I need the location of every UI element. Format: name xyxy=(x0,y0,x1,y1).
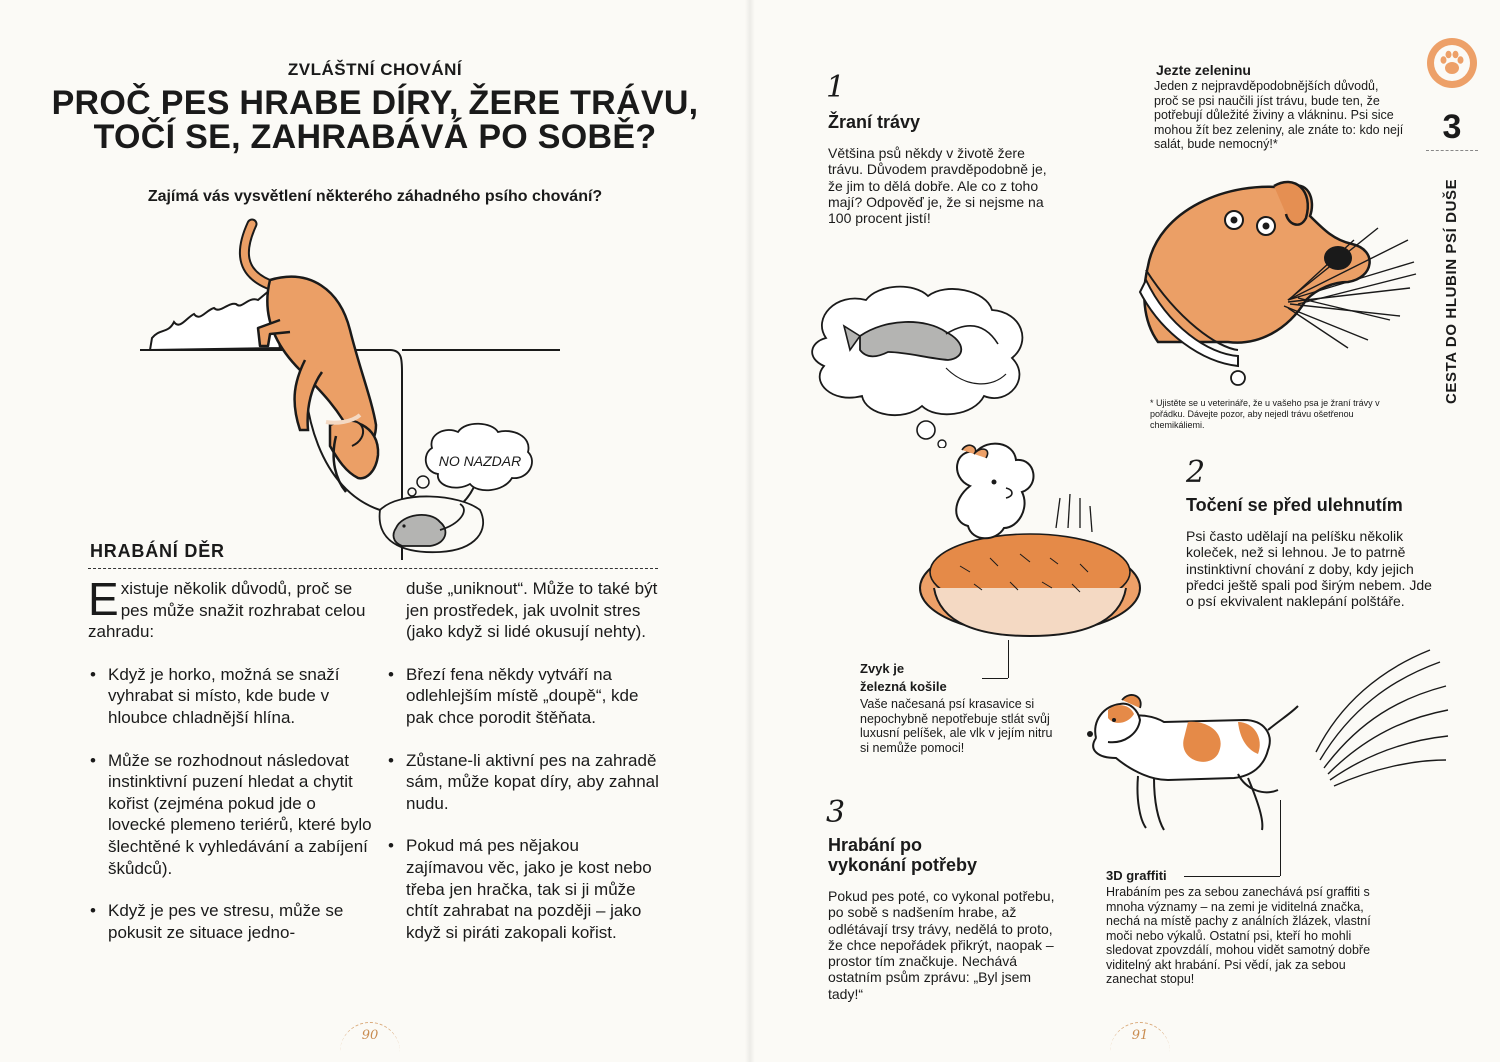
veg-text: Jeden z nejpravděpodobnějších důvodů, proč se psi naučili jíst trávu, bude ten, že potřebují důležité živiny a vlákninu. Psi sice mohou žít bez zeleniny, ale znáte to: kdo nejí salát, bude nemocný!* xyxy=(1154,79,1404,151)
section-divider xyxy=(88,568,658,569)
reason-list-2 xyxy=(386,664,660,944)
dream-cloud-illustration xyxy=(796,278,1046,448)
drop-cap: E xyxy=(88,573,119,625)
section-text-grass: Většina psů někdy v životě žere trávu. Důvodem pravděpodobně je, že jim to dělá dobře. Ale co z toho mají? Odpověď je, že si nejsme na 100 procent jistí! xyxy=(828,145,1047,227)
section-number-2: 2 xyxy=(1186,455,1206,490)
section-text-turning: Psi často udělají na pelíšku několik koleček, než si lehnou. Je to patrně instinktivní chování z doby, kdy jejich předci ještě spali pod širým nebem. Jde o psí ekvivalent naklepání polštáře. xyxy=(1186,528,1432,610)
intro-question: Zajímá vás vysvětlení některého záhadného psího chování? xyxy=(147,188,603,205)
chapter-divider xyxy=(1426,150,1478,151)
poodle xyxy=(956,444,1033,539)
list-item: • Když je horko, možná se snaží vyhrabat si místo, kde bude v hloubce chladnější hlína. xyxy=(88,664,378,729)
page-title xyxy=(30,86,720,154)
digging-dog-illustration xyxy=(140,210,560,560)
section-number-1: 1 xyxy=(826,70,846,105)
terrier-scratching-illustration xyxy=(1068,650,1308,840)
lead-paragraph: Existuje několik důvodů, proč se pes může snažit rozhrabat celou zahradu: xyxy=(88,573,366,642)
veg-title: Jezte zeleninu xyxy=(1156,62,1251,78)
reason-list-1 xyxy=(88,664,378,944)
list-item: • Když je pes ve stresu, může se pokusit ze situace jedno- xyxy=(88,900,378,943)
dog-body xyxy=(267,277,376,447)
speech-text: NO NAZDAR xyxy=(438,453,522,469)
title-line-2: TOČÍ SE, ZAHRABÁVÁ PO SOBĚ? xyxy=(93,118,657,156)
paw-icon xyxy=(1427,38,1477,88)
habit-pointer xyxy=(1008,640,1010,678)
title-line-1: PROČ PES HRABE DÍRY, ŽERE TRÁVU, xyxy=(51,84,699,122)
text-column-2 xyxy=(386,578,660,943)
habit-title: Zvyk je železná košile xyxy=(860,661,947,694)
dog-nose xyxy=(1324,246,1352,270)
right-page xyxy=(750,0,1500,1062)
grass-eating-dog-illustration xyxy=(1138,170,1420,390)
section-title-turning: Točení se před ulehnutím xyxy=(1186,495,1403,515)
list-item: • Může se rozhodnout následovat instinktivní puzení hledat a chytit kořist (zejména pokud jde o lovecké plemeno teriérů, které bylo šlechtěné k vyhledávání a zabíjení škůdců). xyxy=(88,750,378,880)
page-number-right: 91 xyxy=(1131,1028,1149,1043)
kicker: ZVLÁŠTNÍ CHOVÁNÍ xyxy=(287,60,463,79)
graffiti-title: 3D graffiti xyxy=(1106,868,1167,883)
habit-text: Vaše načesaná psí krasavice si nepochybně nepotřebuje stlát svůj luxusní pelíšek, ale vlk v jejím nitru si nemůže pomoci! xyxy=(860,697,1053,755)
list-item: • Pokud má pes nějakou zajímavou věc, jako je kost nebo třeba jen hračka, tak si ji může chtít zahrabat na později – jako když si piráti zakopali kořist. xyxy=(386,835,660,943)
graffiti-pointer xyxy=(1280,800,1282,876)
graffiti-text: Hrabáním pes za sebou zanechává psí graffiti s mnoha významy – na zemi je viditelná značka, nechá na místě pachy z análních žlázek, vlastní moči nebo výkalů. Ostatní psi, kteří ho mohli sledovat zpovzdálí, mohou vidět samotný dobře viditelný akt hrabání. Psi vědí, jak za sebou zanechat stopu! xyxy=(1106,885,1371,986)
section-text-scratching: Pokud pes poté, co vykonal potřebu, po sobě s nadšením hrabe, až odlétávají trsy trávy, nedělá to proto, že chce nepořádek přikrýt, naopak – prostor tím značkuje. Nechává ostatním psům zprávu: „Byl jsem tady!“ xyxy=(828,888,1055,1002)
list-item: • Březí fena někdy vytváří na odlehlejším místě „doupě“, kde pak chce porodit štěňata. xyxy=(386,664,660,729)
chapter-badge xyxy=(1427,38,1477,88)
text-column-1 xyxy=(88,573,378,943)
footnote: * Ujistěte se u veterináře, že u vašeho psa je žraní trávy v pořádku. Dávejte pozor, aby nejedl trávu ošetřenou chemikáliemi. xyxy=(1150,398,1380,430)
continued-paragraph: duše „uniknout“. Může to také být jen prostředek, jak uvolnit stres (jako když si lidé okusují nehty). xyxy=(406,579,658,642)
section-title-grass: Žraní trávy xyxy=(828,112,921,132)
flying-grass-lines xyxy=(1310,640,1450,790)
poodle-bed-illustration xyxy=(910,438,1150,648)
section-title-digging: HRABÁNÍ DĚR xyxy=(90,541,225,561)
section-number-3: 3 xyxy=(826,795,846,830)
chapter-number: 3 xyxy=(1442,108,1462,146)
list-item: • Zůstane-li aktivní pes na zahradě sám, může kopat díry, aby zahnal nudu. xyxy=(386,750,660,815)
chapter-title: CESTA DO HLUBIN PSÍ DUŠE xyxy=(1443,178,1460,404)
page-number-left: 90 xyxy=(361,1028,379,1043)
section-title-scratching: Hrabání po vykonání potřeby xyxy=(828,835,978,875)
